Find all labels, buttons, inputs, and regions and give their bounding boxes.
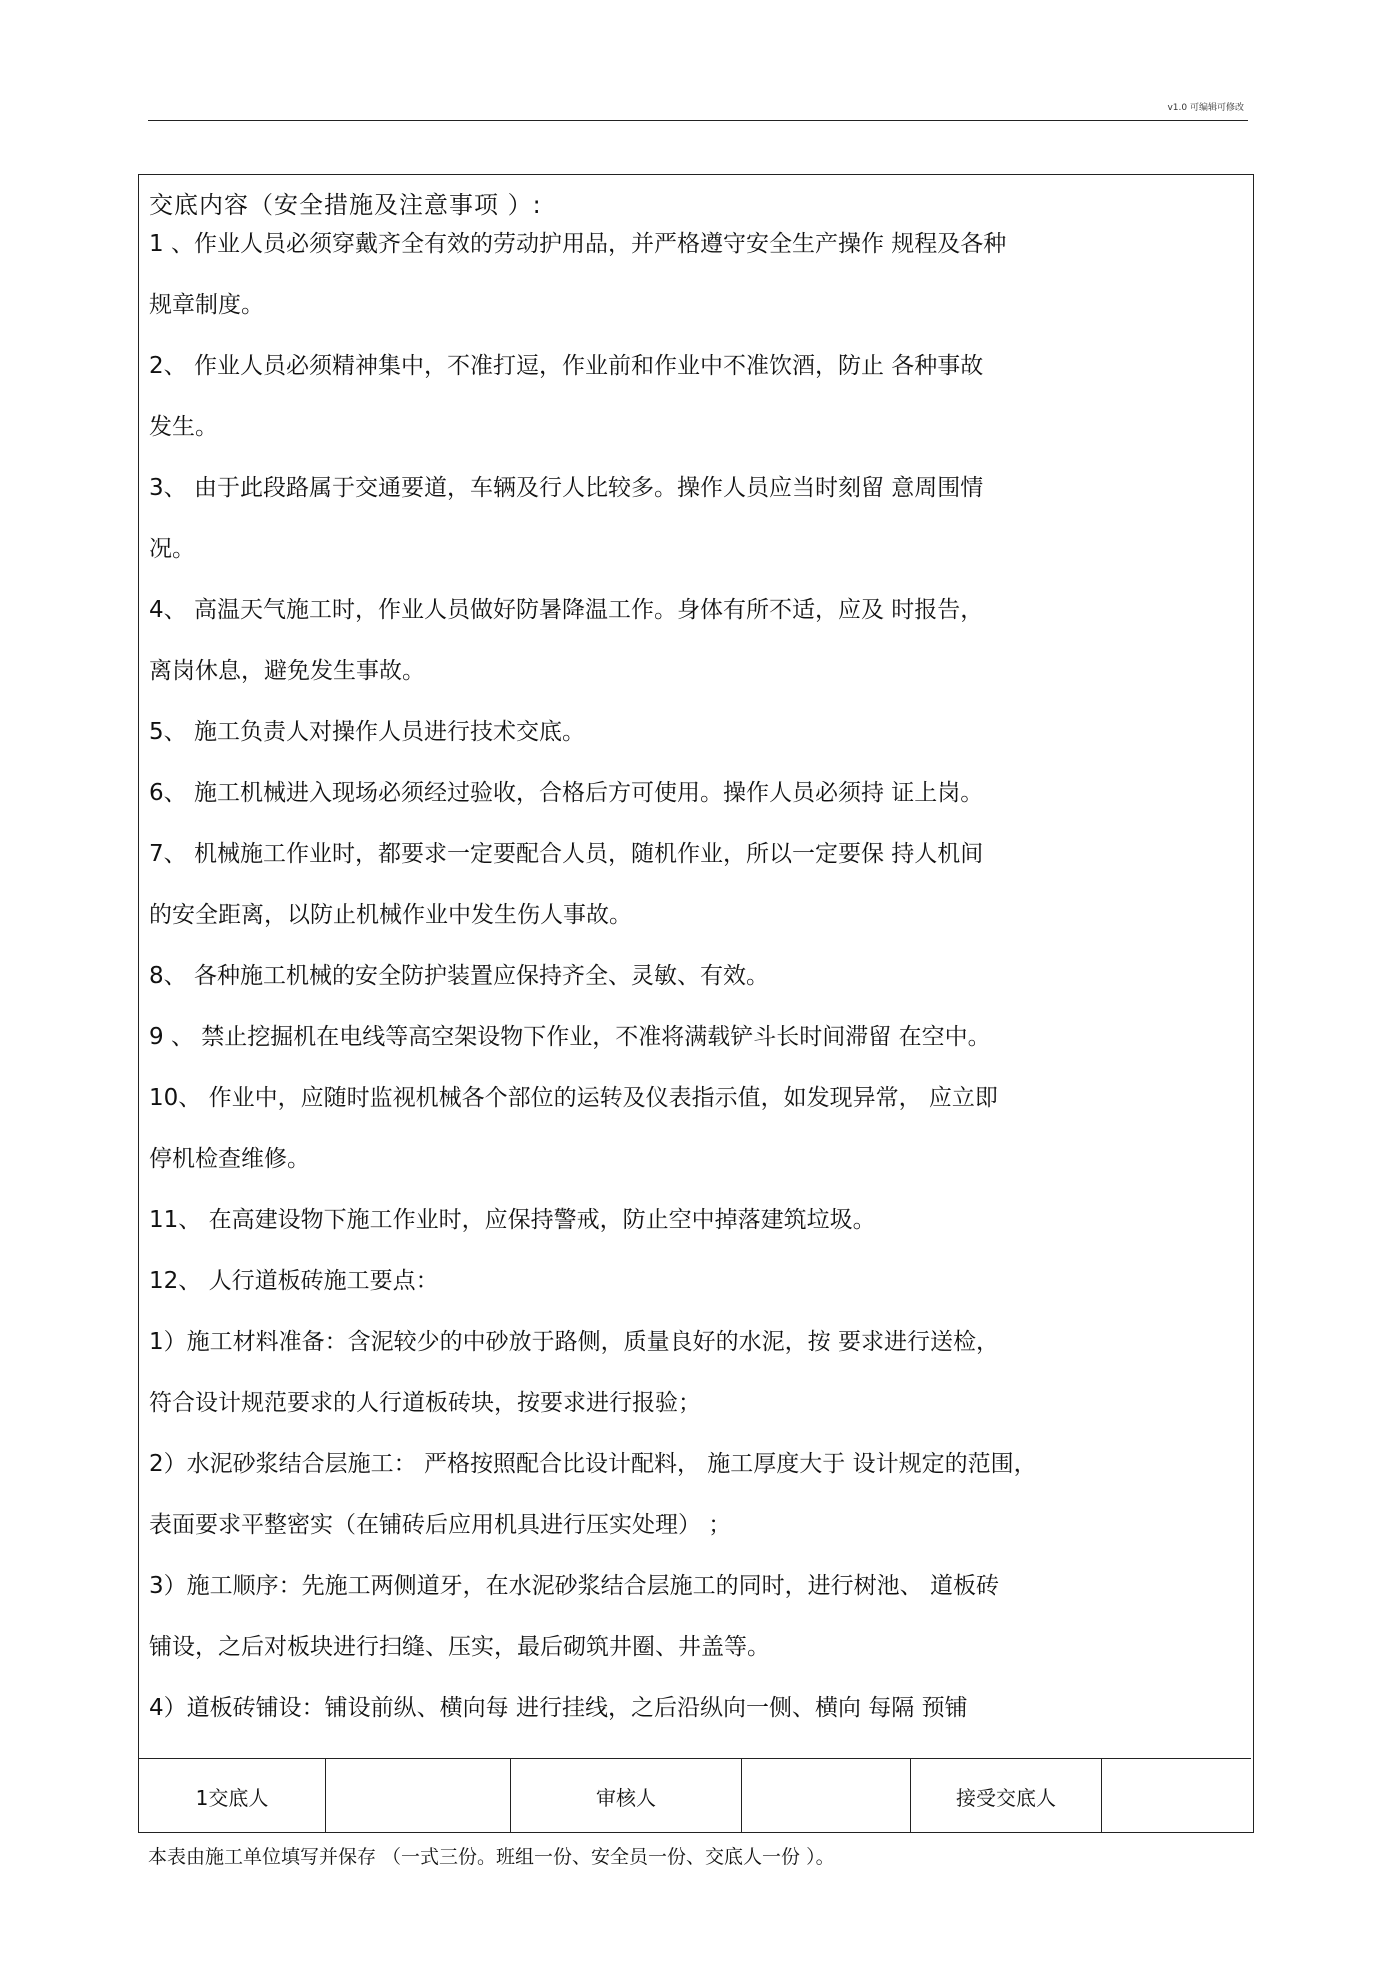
content-line: 11、 在高建设物下施工作业时，应保持警戒，防止空中掉落建筑垃圾。 <box>149 1207 876 1233</box>
content-line: 7、 机械施工作业时，都要求一定要配合人员，随机作业，所以一定要保 持人机间 <box>149 841 984 867</box>
discloser-signature-field[interactable] <box>326 1759 511 1833</box>
footer-note: 本表由施工单位填写并保存 （一式三份。班组一份、安全员一份、交底人一份 ）。 <box>148 1846 835 1868</box>
content-line: 10、 作业中，应随时监视机械各个部位的运转及仪表指示值，如发现异常， 应立即 <box>149 1085 998 1111</box>
content-line: 3）施工顺序：先施工两侧道牙，在水泥砂浆结合层施工的同时，进行树池、 道板砖 <box>149 1573 999 1599</box>
discloser-label: 1交底人 <box>139 1759 326 1833</box>
content-line: 12、 人行道板砖施工要点： <box>149 1268 439 1294</box>
version-label: v1.0 可编辑可修改 <box>1167 103 1244 113</box>
content-line: 停机检查维修。 <box>149 1146 310 1172</box>
content-line: 5、 施工负责人对操作人员进行技术交底。 <box>149 719 585 745</box>
content-heading: 交底内容（安全措施及注意事项 ）: <box>149 191 542 219</box>
content-line: 规章制度。 <box>149 292 264 318</box>
content-line: 8、 各种施工机械的安全防护装置应保持齐全、灵敏、有效。 <box>149 963 769 989</box>
content-line: 1）施工材料准备：含泥较少的中砂放于路侧，质量良好的水泥，按 要求进行送检， <box>149 1329 999 1355</box>
content-line: 符合设计规范要求的人行道板砖块，按要求进行报验； <box>149 1390 701 1416</box>
content-line: 4、 高温天气施工时，作业人员做好防暑降温工作。身体有所不适，应及 时报告， <box>149 597 984 623</box>
content-line: 9 、 禁止挖掘机在电线等高空架设物下作业，不准将满载铲斗长时间滞留 在空中。 <box>149 1024 991 1050</box>
recipient-label: 接受交底人 <box>911 1759 1102 1833</box>
content-line: 4）道板砖铺设：铺设前纵、横向每 进行挂线，之后沿纵向一侧、横向 每隔 预铺 <box>149 1695 968 1721</box>
recipient-signature-field[interactable] <box>1102 1759 1251 1833</box>
content-line: 的安全距离，以防止机械作业中发生伤人事故。 <box>149 902 632 928</box>
content-line: 1 、作业人员必须穿戴齐全有效的劳动护用品，并严格遵守安全生产操作 规程及各种 <box>149 231 1007 257</box>
signature-row <box>139 1758 1251 1833</box>
content-line: 况。 <box>149 536 195 562</box>
reviewer-label: 审核人 <box>511 1759 742 1833</box>
content-line: 表面要求平整密实（在铺砖后应用机具进行压实处理） ； <box>149 1512 732 1538</box>
content-line: 3、 由于此段路属于交通要道，车辆及行人比较多。操作人员应当时刻留 意周围情 <box>149 475 984 501</box>
content-line: 2）水泥砂浆结合层施工： 严格按照配合比设计配料， 施工厚度大于 设计规定的范围， <box>149 1451 1037 1477</box>
content-line: 离岗休息，避免发生事故。 <box>149 658 425 684</box>
disclosure-form <box>138 174 1254 1833</box>
reviewer-signature-field[interactable] <box>742 1759 911 1833</box>
content-line: 发生。 <box>149 414 218 440</box>
content-area <box>139 175 1253 1758</box>
content-line: 6、 施工机械进入现场必须经过验收，合格后方可使用。操作人员必须持 证上岗。 <box>149 780 984 806</box>
content-line: 铺设，之后对板块进行扫缝、压实，最后砌筑井圈、井盖等。 <box>149 1634 770 1660</box>
content-line: 2、 作业人员必须精神集中，不准打逗，作业前和作业中不准饮酒，防止 各种事故 <box>149 353 984 379</box>
header-divider <box>148 120 1248 121</box>
